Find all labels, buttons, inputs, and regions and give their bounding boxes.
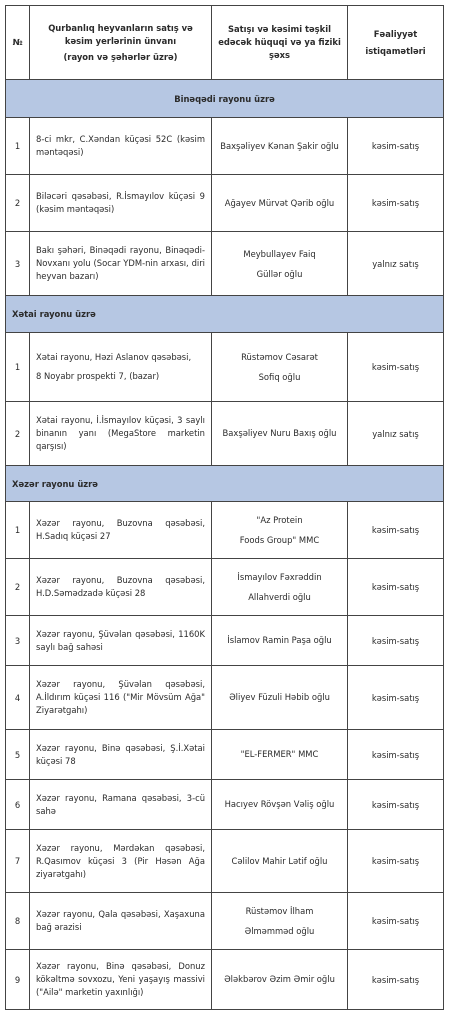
row-activity: kəsim-satış	[348, 559, 444, 616]
row-address	[30, 402, 212, 466]
row-number: 4	[6, 666, 30, 730]
section-title: Xətai rayonu üzrə	[6, 296, 444, 333]
row-organizer	[212, 175, 348, 232]
row-organizer-line: Əlməmməd oğlu	[244, 926, 315, 936]
row-address-text-2: 8 Noyabr prospekti 7, (bazar)	[36, 371, 160, 381]
row-activity: kəsim-satış	[348, 950, 444, 1010]
row-organizer-line: Rüstəmov Cəsarət	[241, 352, 318, 362]
row-number: 5	[6, 730, 30, 780]
row-address	[30, 830, 212, 893]
row-activity: kəsim-satış	[348, 333, 444, 402]
row-organizer	[212, 559, 348, 616]
section-header-row	[6, 80, 444, 118]
row-address	[30, 559, 212, 616]
row-organizer	[212, 780, 348, 830]
row-number: 2	[6, 175, 30, 232]
row-activity: yalnız satış	[348, 402, 444, 466]
table-row	[6, 830, 444, 893]
header-activity-line1: Fəaliyyət	[373, 28, 418, 39]
row-address	[30, 118, 212, 175]
row-organizer	[212, 333, 348, 402]
row-organizer	[212, 666, 348, 730]
row-organizer-line: Əliyev Füzuli Həbib oğlu	[229, 692, 330, 702]
row-address-text: 8-ci mkr, C.Xəndan küçəsi 52C (kəsim məntəqəsi)	[36, 134, 205, 157]
row-organizer-line: İsmayılov Fəxrəddin	[237, 572, 322, 582]
row-address	[30, 616, 212, 666]
row-activity: kəsim-satış	[348, 175, 444, 232]
row-organizer	[212, 232, 348, 296]
row-address-text: Biləcəri qəsəbəsi, R.İsmayılov küçəsi 9 (kəsim məntəqəsi)	[36, 191, 205, 214]
row-organizer-line: "EL-FERMER" MMC	[240, 749, 319, 759]
row-address	[30, 950, 212, 1010]
row-number: 1	[6, 333, 30, 402]
row-organizer	[212, 893, 348, 950]
row-activity: kəsim-satış	[348, 616, 444, 666]
section-header-row	[6, 466, 444, 502]
row-number: 1	[6, 118, 30, 175]
row-activity: kəsim-satış	[348, 830, 444, 893]
row-address-text: Bakı şəhəri, Binəqədi rayonu, Binəqədi-Novxanı yolu (Socar YDM-nin arxası, diri heyvan bazarı)	[36, 245, 205, 281]
row-organizer	[212, 502, 348, 559]
table-row	[6, 893, 444, 950]
row-address-text: Xəzər rayonu, Buzovna qəsəbəsi, H.Sadıq küçəsi 27	[36, 518, 205, 541]
section-title: Binəqədi rayonu üzrə	[6, 80, 444, 118]
row-number: 2	[6, 402, 30, 466]
table-header-row	[6, 6, 444, 80]
row-number: 1	[6, 502, 30, 559]
row-organizer	[212, 616, 348, 666]
row-number: 9	[6, 950, 30, 1010]
row-address	[30, 666, 212, 730]
row-address	[30, 780, 212, 830]
header-address-title: Qurbanlıq heyvanların satış və kəsim yerlərinin ünvanı	[48, 22, 193, 46]
row-organizer-line: Güllər oğlu	[256, 268, 303, 279]
row-address-text: Xəzər rayonu, Şüvəlan qəsəbəsi, A.İldırım küçəsi 116 ("Mir Mövsüm Ağa" Ziyarətgahı)	[36, 679, 205, 715]
row-activity: kəsim-satış	[348, 118, 444, 175]
row-address-text: Xətai rayonu, Həzi Aslanov qəsəbəsi,	[36, 352, 192, 362]
row-organizer-line: Ağayev Mürvət Qərib oğlu	[224, 197, 335, 208]
row-address-text: Xəzər rayonu, Buzovna qəsəbəsi, H.D.Səmədzadə küçəsi 28	[36, 575, 205, 598]
table-row	[6, 118, 444, 175]
row-activity: kəsim-satış	[348, 666, 444, 730]
row-number: 3	[6, 616, 30, 666]
row-address-text: Xəzər rayonu, Mərdəkan qəsəbəsi, R.Qasımov küçəsi 3 (Pir Həsən Ağa ziyarətgahı)	[36, 842, 205, 879]
row-address	[30, 502, 212, 559]
row-address	[30, 730, 212, 780]
row-address-text: Xəzər rayonu, Binə qəsəbəsi, Ş.İ.Xətai küçəsi 78	[36, 742, 205, 766]
row-address	[30, 893, 212, 950]
row-organizer	[212, 830, 348, 893]
row-address-text: Xəzər rayonu, Şüvəlan qəsəbəsi, 1160K saylı bağ sahəsi	[36, 628, 205, 652]
section-title: Xəzər rayonu üzrə	[6, 466, 444, 502]
row-organizer-line: Foods Group" MMC	[239, 535, 320, 545]
table-row	[6, 666, 444, 730]
row-number: 7	[6, 830, 30, 893]
row-activity: kəsim-satış	[348, 780, 444, 830]
row-organizer	[212, 730, 348, 780]
header-organizer: Satışı və kəsimi təşkil edəcək hüquqi və ya fiziki şəxs	[212, 6, 348, 80]
row-address	[30, 175, 212, 232]
table-row	[6, 730, 444, 780]
row-organizer-line: Baxşəliyev Nuru Baxış oğlu	[222, 428, 337, 438]
header-address-subtitle: (rayon və şəhərlər üzrə)	[63, 51, 178, 62]
table-row	[6, 175, 444, 232]
header-activity-line2: istiqamətləri	[365, 45, 426, 56]
table-row	[6, 559, 444, 616]
row-address-text: Xəzər rayonu, Qala qəsəbəsi, Xaşaxuna bağ ərazisi	[36, 909, 205, 932]
row-activity: kəsim-satış	[348, 502, 444, 559]
row-organizer	[212, 950, 348, 1010]
row-number: 2	[6, 559, 30, 616]
row-address	[30, 333, 212, 402]
section-header-row	[6, 296, 444, 333]
row-organizer-line: Allahverdi oğlu	[248, 592, 311, 602]
row-activity: yalnız satış	[348, 232, 444, 296]
row-organizer-line: İslamov Ramin Paşa oğlu	[227, 635, 332, 645]
row-organizer-line: Hacıyev Rövşən Vəliş oğlu	[224, 799, 335, 809]
row-organizer-line: Cəlilov Mahir Lətif oğlu	[231, 855, 328, 866]
table-row	[6, 402, 444, 466]
row-organizer-line: Ələkbərov Əzim Əmir oğlu	[224, 974, 335, 984]
header-address	[30, 6, 212, 80]
row-organizer	[212, 118, 348, 175]
row-organizer-line: Meybullayev Faiq	[243, 248, 316, 259]
header-activity	[348, 6, 444, 80]
row-number: 3	[6, 232, 30, 296]
row-organizer-line: "Az Protein	[256, 515, 303, 525]
row-address-text: Xəzər rayonu, Binə qəsəbəsi, Donuz kökəltmə sovxozu, Yeni yaşayış massivi ("Ailə" marketin yaxınlığı)	[36, 961, 205, 997]
table-row	[6, 950, 444, 1010]
row-organizer-line: Baxşəliyev Kənan Şakir oğlu	[220, 140, 339, 151]
row-organizer-line: Rüstəmov İlham	[245, 906, 314, 916]
header-number: №	[6, 6, 30, 80]
row-number: 8	[6, 893, 30, 950]
row-address	[30, 232, 212, 296]
table-row	[6, 502, 444, 559]
table-row	[6, 616, 444, 666]
livestock-sale-locations-table	[5, 5, 444, 1010]
row-organizer-line: Sofiq oğlu	[258, 372, 301, 382]
table-row	[6, 333, 444, 402]
row-address-text: Xətai rayonu, İ.İsmayılov küçəsi, 3 saylı binanın yanı (MegaStore marketin qarşısı)	[36, 415, 205, 451]
row-organizer	[212, 402, 348, 466]
row-activity: kəsim-satış	[348, 730, 444, 780]
table-row	[6, 780, 444, 830]
row-address-text: Xəzər rayonu, Ramana qəsəbəsi, 3-cü sahə	[36, 792, 205, 816]
table-row	[6, 232, 444, 296]
row-activity: kəsim-satış	[348, 893, 444, 950]
row-number: 6	[6, 780, 30, 830]
